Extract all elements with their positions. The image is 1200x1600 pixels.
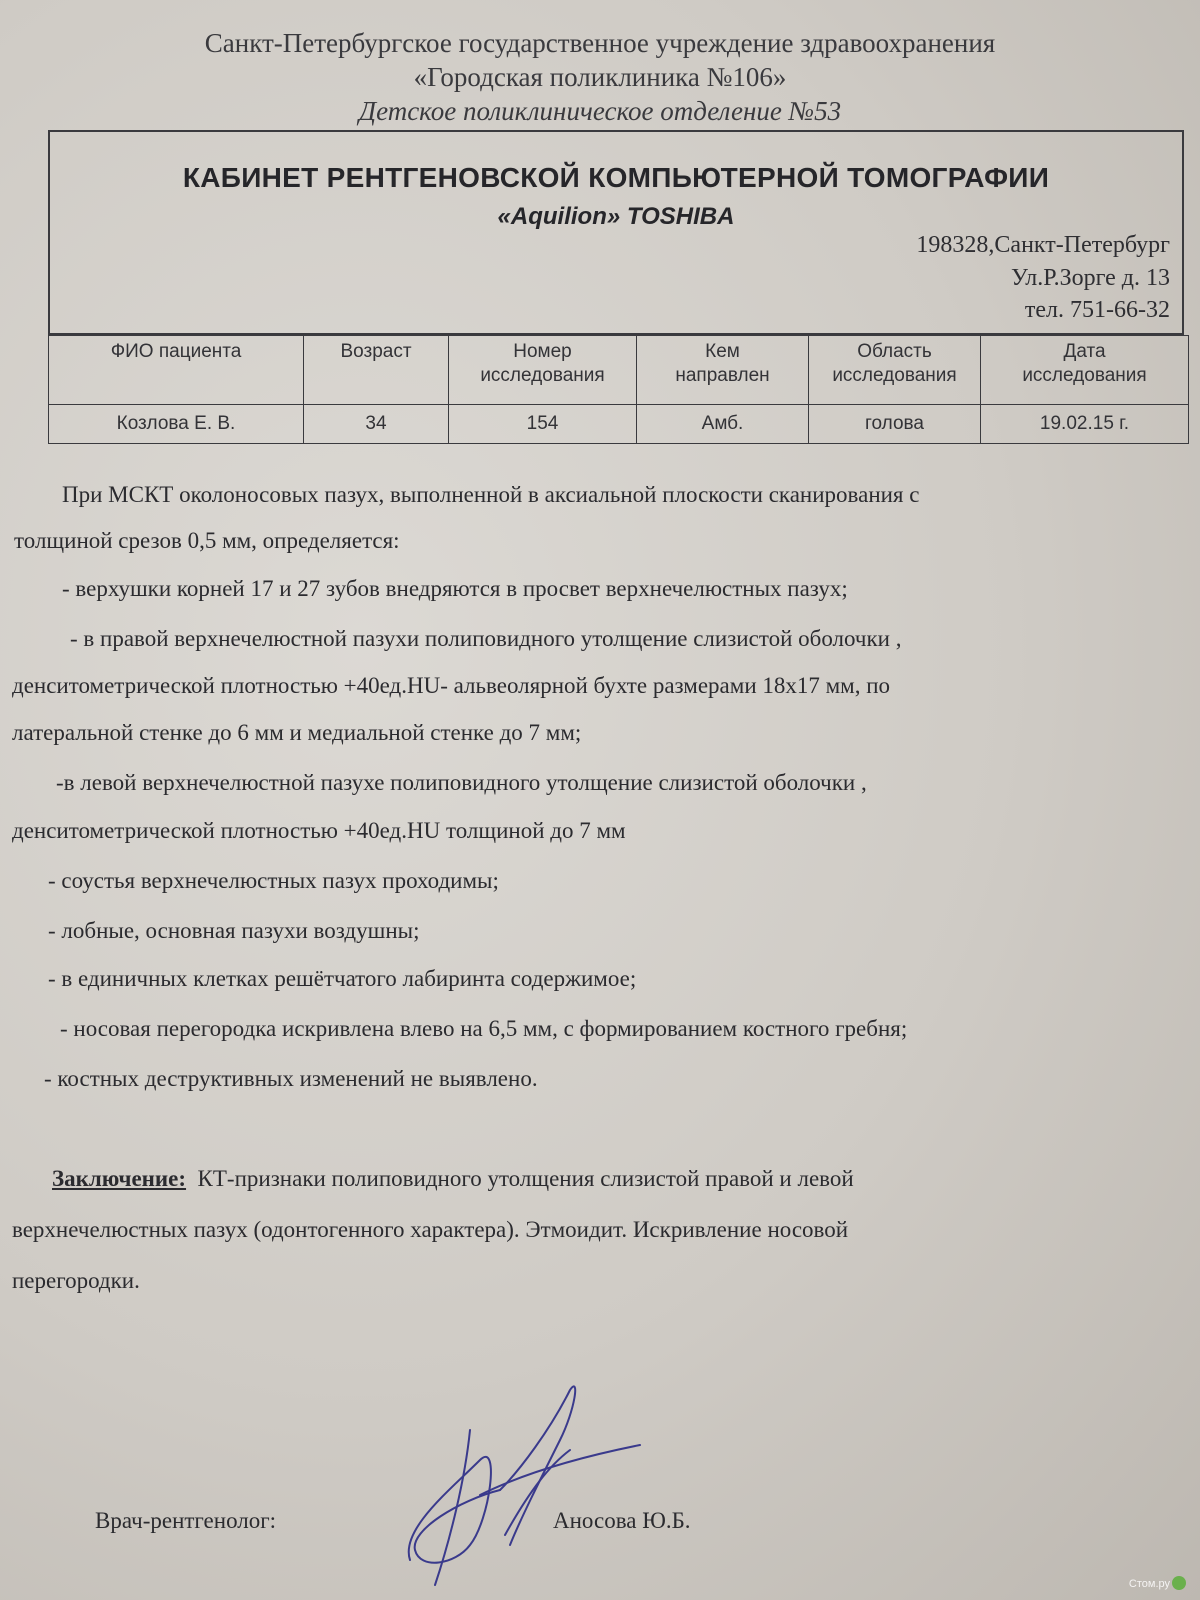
clinic-name: «Городская поликлиника №106» xyxy=(413,62,787,92)
findings-line: - костных деструктивных изменений не выявлено. xyxy=(44,1066,538,1091)
findings-line: - в правой верхнечелюстной пазухи полиповидного утолщение слизистой оболочки , xyxy=(70,626,902,651)
scanner-model: «Aquilion» TOSHIBA xyxy=(497,203,735,230)
signature-scribble xyxy=(360,1370,660,1595)
conclusion-label: Заключение: xyxy=(52,1166,187,1191)
cell-referred-by: Амб. xyxy=(637,405,809,444)
findings-line: денситометрической плотностью +40ед.HU толщиной до 7 мм xyxy=(12,818,626,843)
header-age: Возраст xyxy=(304,336,449,405)
header-study-date: Дата исследования xyxy=(981,336,1189,405)
header-study-number: Номер исследования xyxy=(449,336,637,405)
cell-age: 34 xyxy=(304,405,449,444)
header-patient-name: ФИО пациента xyxy=(49,336,304,405)
doctor-role: Врач-рентгенолог: xyxy=(95,1508,277,1533)
findings-line: - лобные, основная пазухи воздушны; xyxy=(48,918,420,943)
findings-line: - соустья верхнечелюстных пазух проходимы; xyxy=(48,868,499,893)
department-name: Детское поликлиническое отделение №53 xyxy=(358,96,842,126)
watermark-text: Стом.ру xyxy=(1128,1578,1170,1590)
findings-line: денситометрической плотностью +40ед.HU- альвеолярной бухте размерами 18х17 мм, по xyxy=(12,673,891,698)
conclusion-line: перегородки. xyxy=(12,1268,140,1293)
findings-line: латеральной стенке до 6 мм и медиальной стенке до 7 мм; xyxy=(12,720,582,745)
patient-info-table xyxy=(48,335,1189,444)
header-referred-by: Кем направлен xyxy=(637,336,809,405)
cell-study-area: голова xyxy=(809,405,981,444)
table-header-row xyxy=(49,336,1189,405)
findings-line: - верхушки корней 17 и 27 зубов внедряются в просвет верхнечелюстных пазух; xyxy=(62,576,848,601)
address-street: Ул.Р.Зорге д. 13 xyxy=(1010,265,1170,291)
conclusion-text: КТ-признаки полиповидного утолщения слизистой правой и левой xyxy=(197,1166,854,1191)
cabinet-title: КАБИНЕТ РЕНТГЕНОВСКОЙ КОМПЬЮТЕРНОЙ ТОМОГРАФИИ xyxy=(182,162,1050,193)
tooth-logo-icon xyxy=(1172,1576,1186,1590)
findings-line: - носовая перегородка искривлена влево на 6,5 мм, с формированием костного гребня; xyxy=(60,1016,908,1041)
cell-study-number: 154 xyxy=(449,405,637,444)
institution-line: Санкт-Петербургское государственное учреждение здравоохранения xyxy=(204,28,996,58)
findings-line: -в левой верхнечелюстной пазухе полиповидного утолщение слизистой оболочки , xyxy=(56,770,867,795)
findings-line: - в единичных клетках решётчатого лабиринта содержимое; xyxy=(48,966,637,991)
table-row xyxy=(49,405,1189,444)
header-study-area: Область исследования xyxy=(809,336,981,405)
doctor-name: Аносова Ю.Б. xyxy=(553,1508,691,1533)
conclusion-line: верхнечелюстных пазух (одонтогенного характера). Этмоидит. Искривление носовой xyxy=(12,1217,849,1242)
phone-number: тел. 751-66-32 xyxy=(1024,297,1170,323)
conclusion-first-line xyxy=(52,1166,854,1192)
cell-patient-name: Козлова Е. В. xyxy=(49,405,304,444)
findings-line: толщиной срезов 0,5 мм, определяется: xyxy=(14,528,400,553)
findings-line: При МСКТ околоносовых пазух, выполненной в аксиальной плоскости сканирования с xyxy=(62,482,920,507)
address-city: 198328,Санкт-Петербург xyxy=(916,232,1170,258)
cell-study-date: 19.02.15 г. xyxy=(981,405,1189,444)
